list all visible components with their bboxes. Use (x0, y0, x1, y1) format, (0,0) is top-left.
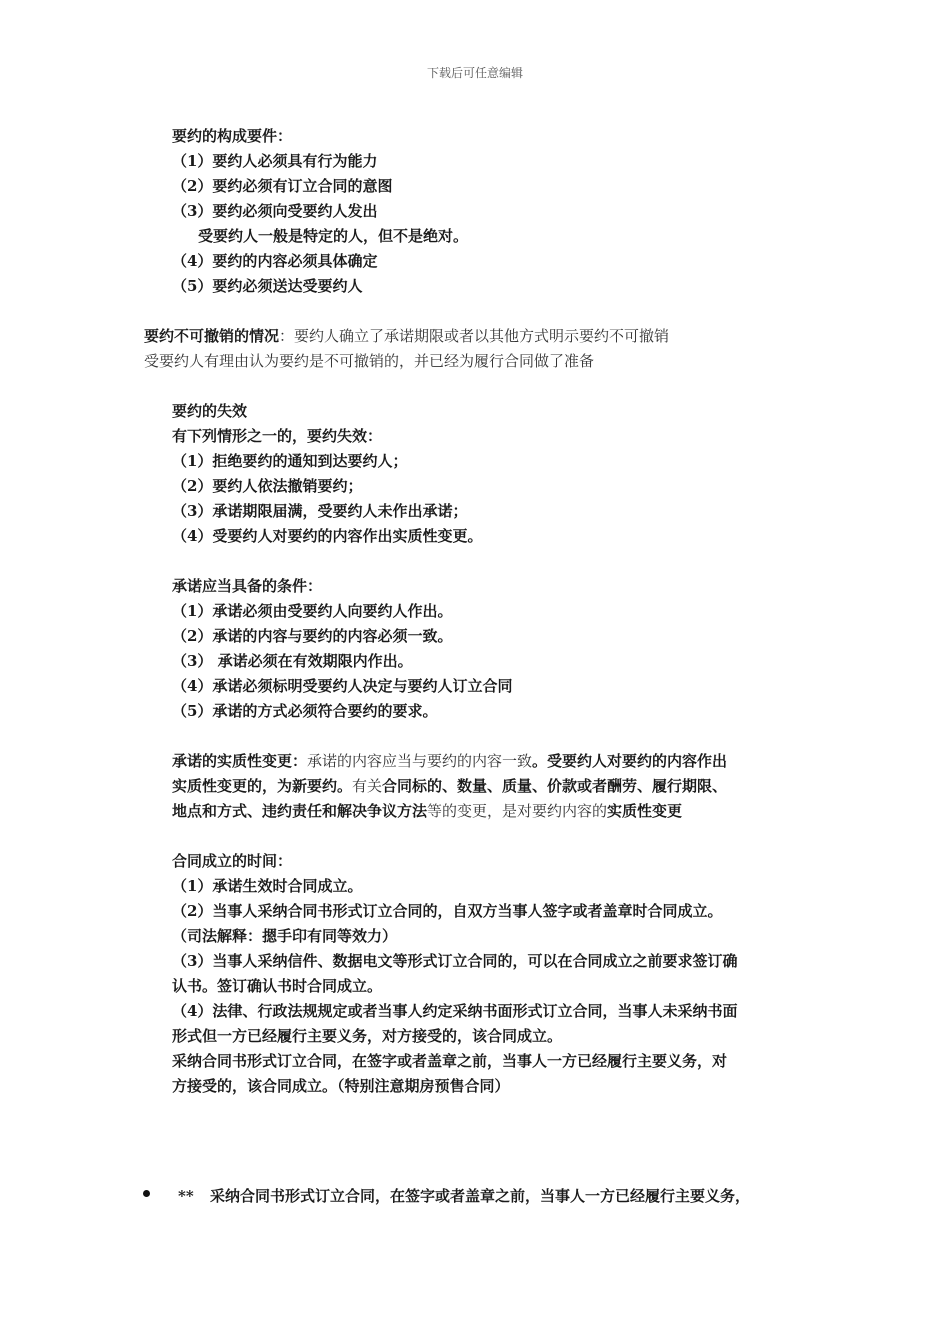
material-change-paragraph-line-2 (172, 776, 727, 796)
list-item: （4）承诺必须标明受要约人决定与要约人订立合同 (172, 677, 513, 695)
bullet-text: 采纳合同书形式订立合同，在签字或者盖章之前，当事人一方已经履行主要义务， (210, 1187, 751, 1205)
list-item: （1）要约人必须具有行为能力 (172, 152, 378, 170)
text-span: 合同标的、数量、质量、价款或者酬劳、履行期限、 (382, 777, 728, 795)
section-title-contract-formation-time: 合同成立的时间： (172, 852, 293, 870)
text-span: 有关 (352, 777, 383, 795)
paragraph-line: （2）当事人采纳合同书形式订立合同的，自双方当事人签字或者盖章时合同成立。 (172, 902, 723, 920)
text-span: 等的变更，是对要约内容的 (427, 802, 608, 820)
text-span: 实质性变更的，为新要约。 (172, 777, 353, 795)
paragraph-line: 形式但一方已经履行主要义务，对方接受的，该合同成立。 (172, 1027, 563, 1045)
paragraph-line: 采纳合同书形式订立合同，在签字或者盖章之前，当事人一方已经履行主要义务，对 (172, 1052, 728, 1070)
text-span: 地点和方式、违约责任和解决争议方法 (172, 802, 428, 820)
paragraph-line: 方接受的，该合同成立。（特别注意期房预售合同） (172, 1077, 510, 1095)
list-item: （5）要约必须送达受要约人 (172, 277, 363, 295)
section-title-offer-invalidation: 要约的失效 (172, 402, 248, 420)
list-item: （2）要约必须有订立合同的意图 (172, 177, 393, 195)
irrevocable-offer-paragraph (144, 326, 669, 346)
paragraph-line: （司法解释：摁手印有同等效力） (172, 927, 398, 945)
list-item: （5）承诺的方式必须符合要约的要求。 (172, 702, 438, 720)
list-item: （1）拒绝要约的通知到达要约人； (172, 452, 408, 470)
list-item: （4）要约的内容必须具体确定 (172, 252, 378, 270)
irrevocable-offer-text-2: 受要约人有理由认为要约是不可撤销的，并已经为履行合同做了准备 (144, 352, 595, 370)
material-change-label: 承诺的实质性变更： (172, 752, 308, 770)
paragraph-line: （1）承诺生效时合同成立。 (172, 877, 363, 895)
paragraph-line: （4）法律、行政法规规定或者当事人约定采纳书面形式订立合同，当事人未采纳书面 (172, 1002, 738, 1020)
bullet-marker: ** (178, 1187, 194, 1205)
text-span: 实质性变更 (607, 802, 683, 820)
text-span: 。受要约人对要约的内容作出 (532, 752, 728, 770)
section-intro: 有下列情形之一的，要约失效： (172, 427, 383, 445)
irrevocable-offer-label: 要约不可撤销的情况 (144, 327, 280, 345)
list-item: （2）承诺的内容与要约的内容必须一致。 (172, 627, 453, 645)
material-change-paragraph-line-3 (172, 801, 682, 821)
list-item: （3）要约必须向受要约人发出 (172, 202, 378, 220)
section-title-offer-elements: 要约的构成要件： (172, 127, 293, 145)
paragraph-line: 认书。签订确认书时合同成立。 (172, 977, 383, 995)
irrevocable-offer-text: ：要约人确立了承诺期限或者以其他方式明示要约不可撤销 (279, 327, 670, 345)
bullet-icon (143, 1190, 150, 1197)
page-header: 下载后可任意编辑 (426, 66, 523, 80)
material-change-paragraph-line-1 (172, 751, 727, 771)
text-span: 承诺的内容应当与要约的内容一致 (307, 752, 533, 770)
list-item: （2）要约人依法撤销要约； (172, 477, 363, 495)
list-item: （4）受要约人对要约的内容作出实质性变更。 (172, 527, 483, 545)
list-item: （3）承诺期限届满，受要约人未作出承诺； (172, 502, 468, 520)
list-item-note: 受要约人一般是特定的人，但不是绝对。 (198, 227, 469, 245)
list-item: （1）承诺必须由受要约人向要约人作出。 (172, 602, 453, 620)
paragraph-line: （3）当事人采纳信件、数据电文等形式订立合同的，可以在合同成立之前要求签订确 (172, 952, 738, 970)
section-title-acceptance-conditions: 承诺应当具备的条件： (172, 577, 323, 595)
list-item: （3） 承诺必须在有效期限内作出。 (172, 652, 413, 670)
